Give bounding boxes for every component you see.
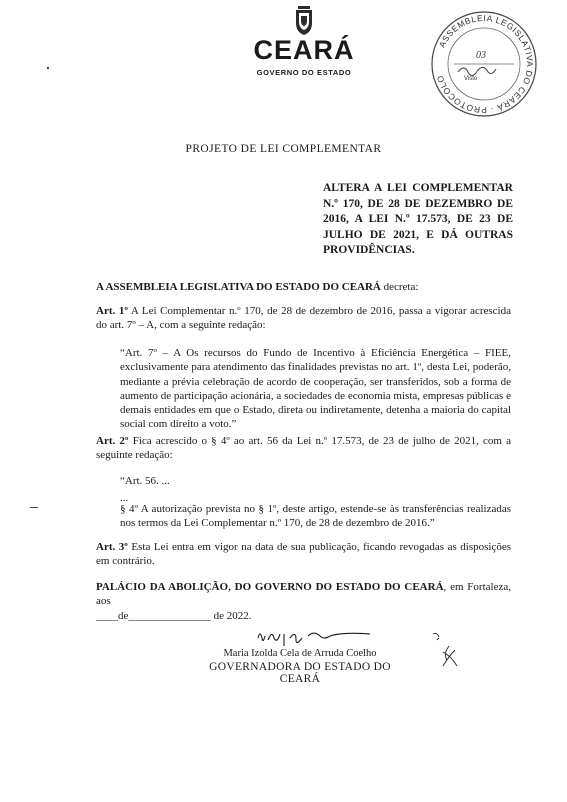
protocol-stamp [428,8,540,120]
article-1-text: A Lei Complementar n.º 170, de 28 de dezembro de 2016, passa a vigorar acrescida do art. 7º – A, com a seguinte redação: [96,305,511,332]
article-2-quote-ellipsis: ... [120,492,129,504]
stamp-initials [458,67,496,75]
decree-clause-bold: A ASSEMBLEIA LEGISLATIVA DO ESTADO DO CEARÁ [96,281,381,293]
article-1-label: Art. 1º [96,305,128,317]
article-3-label: Art. 3º [96,541,128,553]
article-3-text: Esta Lei entra em vigor na data de sua publicação, ficando revogadas as disposições em contrário. [96,541,511,568]
signer-title: GOVERNADORA DO ESTADO DO CEARÁ [209,661,391,685]
article-2-text: Fica acrescido o § 4º ao art. 56 da Lei n.º 17.573, de 23 de julho de 2021, com a seguinte redação: [96,435,511,462]
signing-place-bold: PALÁCIO DA ABOLIÇÃO, DO GOVERNO DO ESTADO DO CEARÁ [96,581,444,593]
handwritten-signature [250,624,385,650]
state-name-logo: CEARÁ [253,35,355,65]
stamp-handwritten-number: 03 [476,50,486,61]
scan-mark [46,66,50,70]
document-title: PROJETO DE LEI COMPLEMENTAR [185,143,382,155]
decree-clause-rest: decreta: [380,281,419,293]
document-ementa: ALTERA A LEI COMPLEMENTAR N.º 170, DE 28 DE DEZEMBRO DE 2016, A LEI N.º 17.573, DE 23 DE JULHO DE 2021, E DÁ OUTRAS PROVIDÊNCIAS. [323,182,513,256]
article-1-quote: “Art. 7º – A Os recursos do Fundo de Incentivo à Eficiência Energética – FIEE, exclusivamente para atendimento das finalidades previstas no art. 1º, desta Lei, poderão, mediante a prévia celebração de acordo de cooperação, ser transferidos, sob a forma de aumento de participação acionária, a sociedades de economia mista, empresas públicas e demais entidades em que o Estado, direta ou indiretamente, detenha a maioria do capital social com direito a voto.” [120,347,511,431]
article-2-quote-paragraph: § 4º A autorização prevista no § 1º, deste artigo, estende-se às transferências realizadas nos termos da Lei Complementar n.º 170, de 28 de dezembro de 2016.” [120,503,511,530]
scan-mark [30,506,38,509]
article-2-quote-heading: “Art. 56. ... [120,475,170,487]
article-1 [96,304,511,333]
state-subtitle-logo: GOVERNO DO ESTADO [256,68,352,77]
signing-place-rest: , em Fortaleza, aos [96,581,511,608]
article-2 [96,434,511,463]
stamp-visto-label: Visto [464,76,478,82]
signing-place [96,580,511,623]
signer-name: Maria Izolda Cela de Arruda Coelho [223,648,377,659]
article-3 [96,540,511,569]
signing-date-line: ____de_______________ de 2022. [96,609,252,622]
state-coat-of-arms-icon [293,6,315,36]
article-2-label: Art. 2º [96,435,129,447]
stamp-text: ASSEMBLEIA LEGISLATIVA DO CEARÁ · PROTOCOLO [434,12,536,116]
decree-clause [96,280,516,294]
marginal-initials [425,628,470,672]
